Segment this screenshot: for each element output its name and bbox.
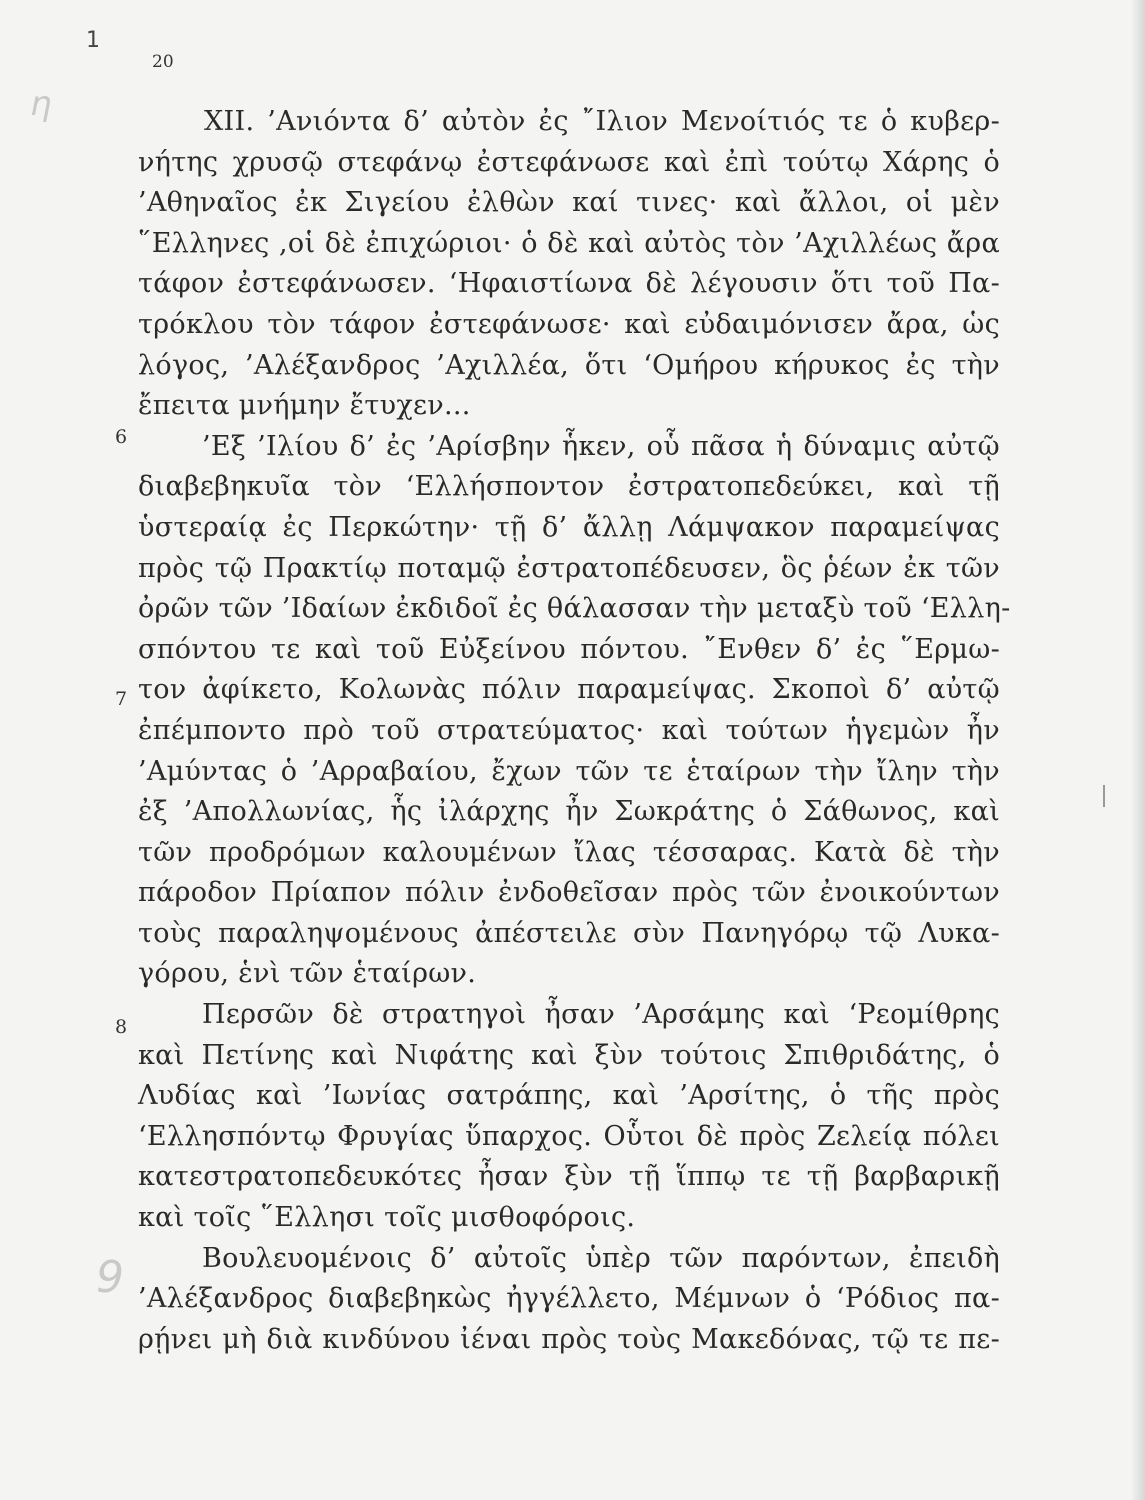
main-text: [138, 102, 1011, 1360]
text-line: πρὸς τῷ Πρακτίῳ ποταμῷ ἐστρατοπέδευσεν, ὃς ῥέων ἐκ τῶν: [138, 552, 1000, 584]
text-line: κατεστρατοπεδευκότες ἦσαν ξὺν τῇ ἵππῳ τε τῇ βαρβαρικῇ: [138, 1161, 1000, 1193]
text-line: νήτης χρυσῷ στεφάνῳ ἐστεφάνωσε καὶ ἐπὶ τούτῳ Χάρης ὁ: [138, 146, 1000, 178]
text-line: ’Αθηναῖος ἐκ Σιγείου ἐλθὼν καί τινες· καὶ ἄλλοι, οἱ μὲν: [138, 187, 1000, 219]
text-line: ἐπέμποντο πρὸ τοῦ στρατεύματος· καὶ τούτων ἡγεμὼν ἦν: [138, 714, 1000, 746]
text-line: ἐξ ’Απολλωνίας, ἧς ἰλάρχης ἦν Σωκράτης ὁ Σάθωνος, καὶ: [138, 796, 1000, 828]
section-number-7: 7: [115, 688, 128, 710]
page-edge: [1131, 0, 1145, 1500]
text-line: σπόντου τε καὶ τοῦ Εὐξείνου πόντου. ῎Ενθεν δ’ ἐς ῞Ερμω-: [138, 633, 1000, 665]
page-number: 20: [152, 52, 174, 72]
text-line: γόρου, ἑνὶ τῶν ἑταίρων.: [138, 958, 477, 990]
text-line: τρόκλου τὸν τάφον ἐστεφάνωσε· καὶ εὐδαιμόνισεν ἄρα, ὡς: [138, 308, 1000, 340]
text-line: ὀρῶν τῶν ’Ιδαίων ἐκδιδοῖ ἐς θάλασσαν τὴν μεταξὺ τοῦ ‘Ελλη-: [138, 593, 1011, 625]
margin-note-top-left: η: [30, 84, 52, 124]
text-line: πάροδον Πρίαπον πόλιν ἐνδοθεῖσαν πρὸς τῶν ἐνοικούντων: [138, 877, 1000, 909]
text-line: Περσῶν δὲ στρατηγοὶ ἦσαν ’Αρσάμης καὶ ‘Ρεομίθρης: [202, 999, 1000, 1031]
text-line: τοὺς παραληψομένους ἀπέστειλε σὺν Πανηγόρῳ τῷ Λυκα-: [138, 917, 1000, 949]
text-line: τάφον ἐστεφάνωσεν. ‘Ηφαιστίωνα δὲ λέγουσιν ὅτι τοῦ Πα-: [138, 268, 1000, 300]
text-line: Βουλευομένοις δ’ αὐτοῖς ὑπὲρ τῶν παρόντων, ἐπειδὴ: [202, 1242, 1000, 1274]
text-line: ‘Ελλησπόντῳ Φρυγίας ὕπαρχος. Οὗτοι δὲ πρὸς Ζελείᾳ πόλει: [138, 1120, 1000, 1152]
margin-tick: [1103, 785, 1105, 807]
text-line: ὑστεραίᾳ ἐς Περκώτην· τῇ δ’ ἄλλῃ Λάμψακον παραμείψας: [138, 511, 1000, 543]
text-line: τῶν προδρόμων καλουμένων ἴλας τέσσαρας. Κατὰ δὲ τὴν: [138, 836, 1000, 868]
text-line: λόγος, ’Αλέξανδρος ’Αχιλλέα, ὅτι ‘Ομήρου κήρυκος ἐς τὴν: [138, 349, 1000, 381]
margin-note-bottom-left: 9: [96, 1252, 124, 1303]
section-number-6: 6: [115, 426, 128, 448]
text-line: καὶ Πετίνης καὶ Νιφάτης καὶ ξὺν τούτοις Σπιθριδάτης, ὁ: [138, 1039, 1000, 1071]
text-line: ’Εξ ’Ιλίου δ’ ἐς ’Αρίσβην ἧκεν, οὗ πᾶσα ἡ δύναμις αὐτῷ: [202, 430, 1000, 462]
text-line: καὶ τοῖς ῞Ελλησι τοῖς μισθοφόροις.: [138, 1202, 636, 1234]
text-line: ἔπειτα μνήμην ἔτυχεν...: [138, 390, 471, 422]
text-line: διαβεβηκυῖα τὸν ‘Ελλήσποντον ἐστρατοπεδεύκει, καὶ τῇ: [138, 471, 1000, 503]
text-line: XII. ’Ανιόντα δ’ αὐτὸν ἐς ῎Ιλιον Μενοίτιός τε ὁ κυβερ-: [204, 106, 1000, 137]
text-line: ῞Ελληνες ,οἱ δὲ ἐπιχώριοι· ὁ δὲ καὶ αὐτὸς τὸν ’Αχιλλέως ἄρα: [138, 227, 1000, 259]
text-line: Λυδίας καὶ ’Ιωνίας σατράπης, καὶ ’Αρσίτης, ὁ τῆς πρὸς: [138, 1080, 1000, 1112]
text-line: ’Αμύντας ὁ ’Αρραβαίου, ἔχων τῶν τε ἑταίρων τὴν ἴλην τὴν: [138, 755, 1000, 787]
corner-mark: 1: [86, 28, 100, 53]
section-number-8: 8: [115, 1016, 128, 1038]
text-line: ρῄνει μὴ διὰ κινδύνου ἰέναι πρὸς τοὺς Μακεδόνας, τῷ τε πε-: [138, 1323, 1000, 1355]
text-line: τον ἀφίκετο, Κολωνὰς πόλιν παραμείψας. Σκοποὶ δ’ αὐτῷ: [138, 674, 1000, 706]
text-line: ’Αλέξανδρος διαβεβηκὼς ἠγγέλλετο, Μέμνων ὁ ‘Ρόδιος πα-: [138, 1283, 1000, 1315]
